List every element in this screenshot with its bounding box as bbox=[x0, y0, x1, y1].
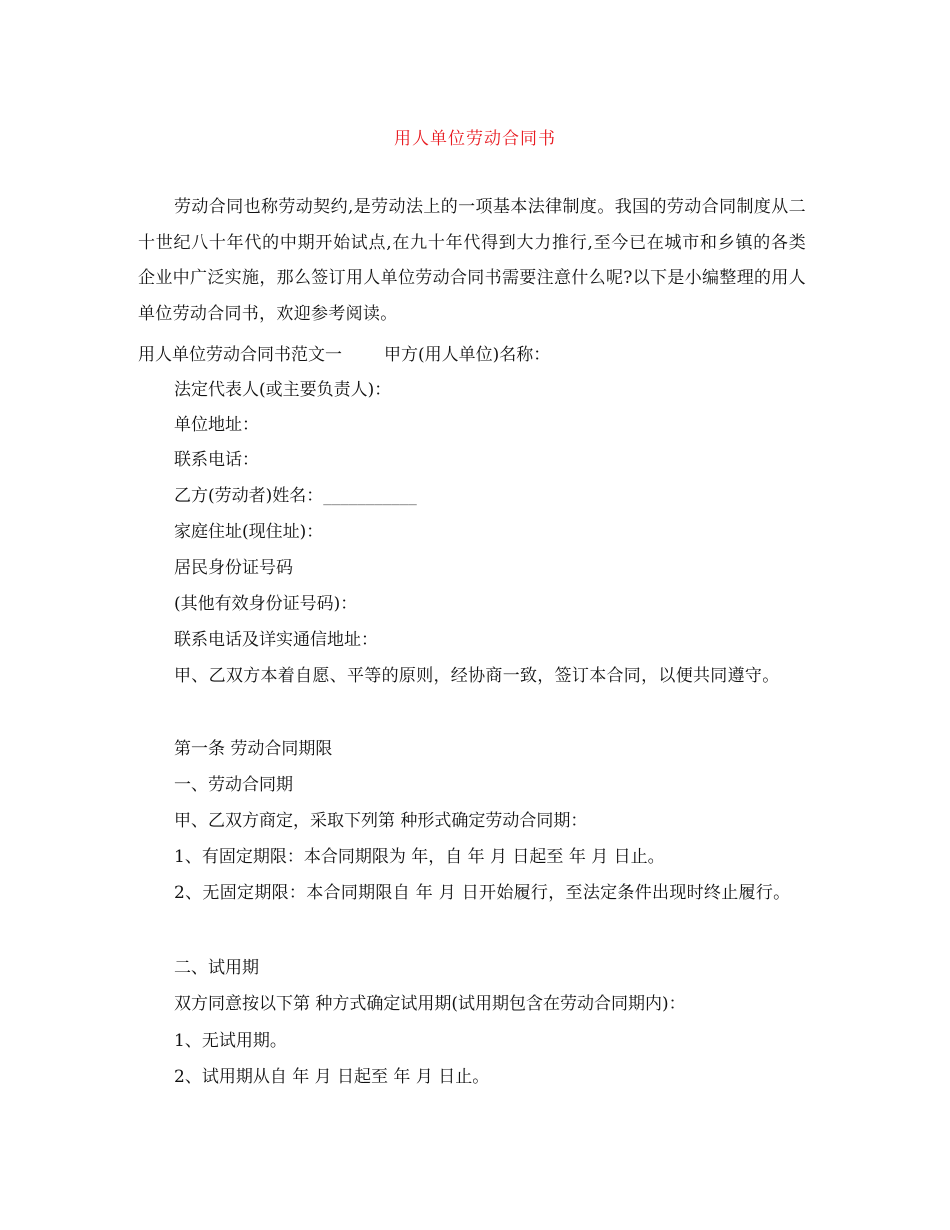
other-id-label: (其他有效身份证号码)： bbox=[174, 594, 358, 614]
party-b-name-label: 乙方(劳动者)姓名： bbox=[174, 486, 324, 506]
id-number-label: 居民身份证号码 bbox=[174, 558, 293, 578]
contact-address-label: 联系电话及详实通信地址： bbox=[174, 630, 378, 650]
home-address-label: 家庭住址(现住址)： bbox=[174, 522, 324, 542]
party-b-name-blank: ___________ bbox=[323, 486, 417, 506]
section-1-text: 甲、乙双方商定，采取下列第 种形式确定劳动合同期： bbox=[174, 811, 588, 831]
agreement-paragraph: 甲、乙双方本着自愿、平等的原则，经协商一致，签订本合同，以便共同遵守。 bbox=[174, 666, 780, 686]
section-2-text: 双方同意按以下第 种方式确定试用期(试用期包含在劳动合同期内)： bbox=[174, 994, 686, 1014]
party-a-name-label: 甲方(用人单位)名称： bbox=[384, 345, 551, 365]
document-title: 用人单位劳动合同书 bbox=[394, 129, 556, 149]
contact-phone-label: 联系电话： bbox=[174, 450, 259, 470]
trial-item-2: 2、试用期从自 年 月 日起至 年 月 日止。 bbox=[174, 1067, 490, 1087]
unit-address-label: 单位地址： bbox=[174, 415, 259, 435]
intro-paragraph: 劳动合同也称劳动契约,是劳动法上的一项基本法律制度。我国的劳动合同制度从二十世纪八十年代的中期开始试点,在九十年代得到大力推行,至今已在城市和乡镇的各类企业中广泛实施，那么签订用人单位劳动合同书需要注意什么呢?以下是小编整理的用人单位劳动合同书，欢迎参考阅读。 bbox=[138, 197, 806, 324]
section-1-heading: 一、劳动合同期 bbox=[174, 775, 293, 795]
sample-heading: 用人单位劳动合同书范文一 bbox=[138, 345, 342, 365]
article-1-heading: 第一条 劳动合同期限 bbox=[174, 739, 333, 759]
term-item-2: 2、无固定期限：本合同期限自 年 月 日开始履行，至法定条件出现时终止履行。 bbox=[174, 883, 791, 903]
term-item-1: 1、有固定期限：本合同期限为 年，自 年 月 日起至 年 月 日止。 bbox=[174, 847, 665, 867]
section-2-heading: 二、试用期 bbox=[174, 958, 259, 978]
party-b-name-line bbox=[138, 479, 806, 515]
legal-rep-label: 法定代表人(或主要负责人)： bbox=[174, 380, 392, 400]
sample-heading-line bbox=[138, 338, 806, 374]
trial-item-1: 1、无试用期。 bbox=[174, 1031, 287, 1051]
